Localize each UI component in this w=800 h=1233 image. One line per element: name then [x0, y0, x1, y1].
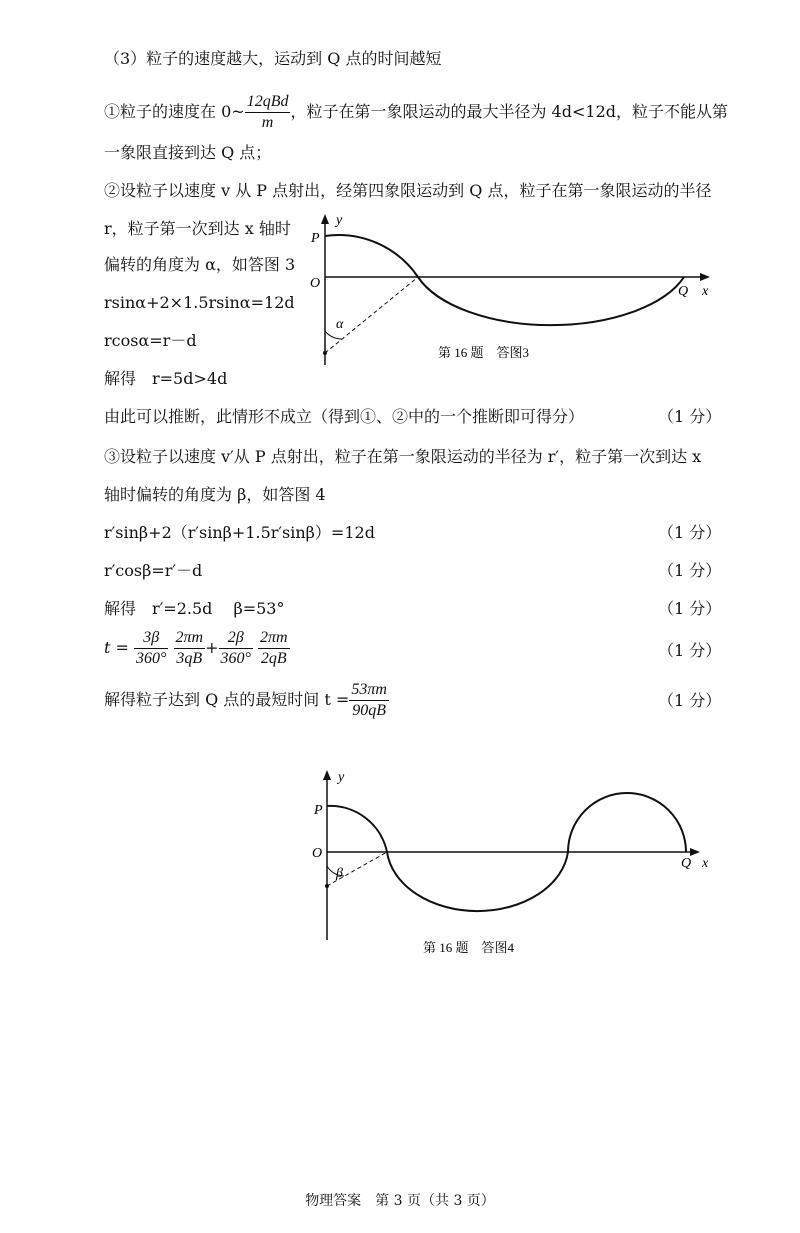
fraction — [349, 680, 389, 721]
angle-arc — [325, 331, 342, 339]
fraction-numerator: 53πm — [349, 680, 389, 701]
figure-answer-3 — [300, 210, 720, 370]
plus-sign: + — [205, 638, 219, 657]
label-y: y — [336, 213, 343, 228]
equation-line: 解得 r=5d>4d — [104, 369, 228, 388]
label-o: O — [312, 846, 323, 861]
score-mark: （1 分） — [658, 561, 722, 580]
label-x: x — [702, 284, 709, 299]
text-span: 解得粒子达到 Q 点的最短时间 t = — [104, 690, 350, 709]
fraction-denominator: 2qB — [260, 650, 287, 667]
figure-caption: 第 16 题 答图3 — [438, 345, 530, 360]
paragraph-line: （3）粒子的速度越大，运动到 Q 点的时间越短 — [104, 49, 442, 68]
fraction-denominator: m — [261, 114, 274, 131]
fraction — [174, 628, 206, 669]
label-o: O — [310, 276, 321, 291]
text-span: ，粒子在第一象限运动的最大半径为 4d<12d，粒子不能从第 — [290, 102, 728, 121]
paragraph-line: ③设粒子以速度 v′从 P 点射出，粒子在第一象限运动的半径为 r′，粒子第一次到达 x — [104, 447, 702, 466]
fraction-numerator: 2πm — [174, 628, 206, 649]
fraction — [245, 92, 291, 133]
fraction-numerator: 12qBd — [245, 92, 291, 113]
fraction-denominator: 360° — [220, 650, 251, 667]
center-point — [323, 351, 327, 355]
label-q: Q — [678, 284, 689, 299]
y-axis-arrow — [323, 770, 331, 780]
page-footer: 物理答案 第 3 页（共 3 页） — [305, 1193, 495, 1209]
paragraph-line — [104, 92, 728, 133]
figure-caption: 第 16 题 答图4 — [423, 940, 515, 955]
fraction-denominator: 3qB — [176, 650, 203, 667]
fraction — [219, 628, 253, 669]
paragraph-line: 一象限直接到达 Q 点； — [104, 143, 272, 162]
equation-line — [104, 680, 389, 721]
paragraph-line: r，粒子第一次到达 x 轴时 — [104, 219, 291, 238]
score-mark: （1 分） — [658, 407, 722, 426]
center-point — [325, 884, 329, 888]
label-alpha: α — [336, 317, 344, 332]
equation-line — [104, 628, 290, 669]
equation-line: r′sinβ+2（r′sinβ+1.5r′sinβ）=12d — [104, 523, 375, 542]
label-beta: β — [336, 866, 343, 881]
equation-line: rcosα=r－d — [104, 331, 197, 350]
fraction — [258, 628, 290, 669]
paragraph-line: 偏转的角度为 α，如答图 3 — [104, 255, 296, 274]
radius-dashed-line — [325, 277, 418, 353]
label-p: P — [311, 231, 320, 246]
label-p: P — [314, 803, 323, 818]
fraction-numerator: 2β — [219, 628, 253, 649]
text-span: t = — [104, 638, 129, 657]
trajectory-curve — [325, 235, 684, 325]
score-mark: （1 分） — [658, 691, 722, 710]
fraction — [134, 628, 168, 669]
label-y: y — [338, 770, 345, 785]
paragraph-line: 由此可以推断，此情形不成立（得到①、②中的一个推断即可得分） — [104, 407, 585, 426]
score-mark: （1 分） — [658, 641, 722, 660]
paragraph-line: ②设粒子以速度 v 从 P 点射出，经第四象限运动到 Q 点，粒子在第一象限运动的半径 — [104, 181, 712, 200]
score-mark: （1 分） — [658, 523, 722, 542]
x-axis-arrow — [690, 848, 700, 856]
equation-line: r′cosβ=r′－d — [104, 561, 203, 580]
fraction-denominator: 90qB — [352, 702, 386, 719]
fraction-denominator: 360° — [136, 650, 167, 667]
label-x: x — [702, 856, 709, 871]
y-axis-arrow — [321, 214, 329, 224]
fraction-numerator: 3β — [134, 628, 168, 649]
figure-answer-4 — [300, 765, 720, 960]
text-span: ①粒子的速度在 0~ — [104, 102, 245, 121]
equation-line: 解得 r′=2.5d β=53° — [104, 599, 285, 618]
fraction-numerator: 2πm — [258, 628, 290, 649]
x-axis-arrow — [700, 273, 710, 281]
label-q: Q — [681, 856, 692, 871]
paragraph-line: 轴时偏转的角度为 β，如答图 4 — [104, 485, 326, 504]
score-mark: （1 分） — [658, 599, 722, 618]
equation-line: rsinα+2×1.5rsinα=12d — [104, 293, 295, 312]
